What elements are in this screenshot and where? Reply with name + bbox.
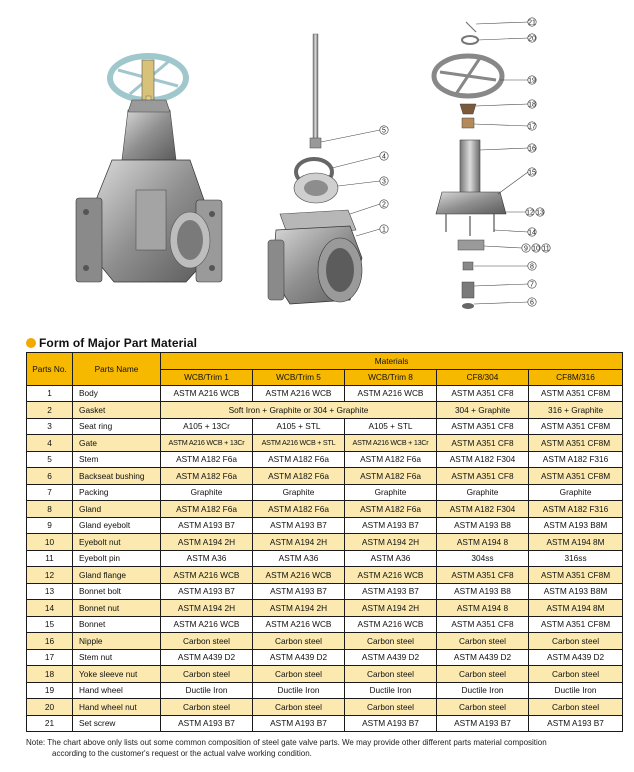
material-cell: Ductile Iron bbox=[437, 682, 529, 699]
table-row bbox=[27, 418, 623, 435]
material-cell: ASTM A193 B7 bbox=[253, 583, 345, 600]
material-cell: ASTM A194 8 bbox=[437, 534, 529, 551]
part-name-cell: Gland eyebolt bbox=[73, 517, 161, 534]
material-cell: Ductile Iron bbox=[253, 682, 345, 699]
material-cell: ASTM A193 B7 bbox=[161, 715, 253, 732]
material-cell: ASTM A439 D2 bbox=[437, 649, 529, 666]
parts-material-table bbox=[26, 352, 623, 732]
table-row bbox=[27, 616, 623, 633]
material-cell: ASTM A36 bbox=[161, 550, 253, 567]
part-number-cell: 6 bbox=[27, 468, 73, 485]
table-row bbox=[27, 534, 623, 551]
material-cell: ASTM A439 D2 bbox=[253, 649, 345, 666]
material-cell: ASTM A193 B7 bbox=[529, 715, 623, 732]
material-cell: ASTM A182 F304 bbox=[437, 501, 529, 518]
material-cell: ASTM A351 CF8M bbox=[529, 418, 623, 435]
table-row bbox=[27, 633, 623, 650]
callout-label: 19 bbox=[528, 77, 536, 85]
part-name-cell: Bonnet bbox=[73, 616, 161, 633]
part-number-cell: 12 bbox=[27, 567, 73, 584]
part-name-cell: Gate bbox=[73, 435, 161, 452]
callout-label: 6 bbox=[530, 299, 534, 307]
part-name-cell: Eyebolt nut bbox=[73, 534, 161, 551]
valve-illustrations bbox=[0, 0, 634, 330]
material-cell: ASTM A182 F6a bbox=[345, 468, 437, 485]
material-cell: A105 + 13Cr bbox=[161, 418, 253, 435]
table-row bbox=[27, 699, 623, 716]
part-number-cell: 7 bbox=[27, 484, 73, 501]
callout-label: 9 bbox=[524, 245, 528, 253]
table-row bbox=[27, 451, 623, 468]
part-name-cell: Gland bbox=[73, 501, 161, 518]
callout-label: 14 bbox=[528, 229, 536, 237]
material-cell: 316ss bbox=[529, 550, 623, 567]
table-row bbox=[27, 567, 623, 584]
material-cell: ASTM A351 CF8M bbox=[529, 468, 623, 485]
part-name-cell: Hand wheel bbox=[73, 682, 161, 699]
part-number-cell: 17 bbox=[27, 649, 73, 666]
material-cell: ASTM A194 8M bbox=[529, 600, 623, 617]
part-number-cell: 11 bbox=[27, 550, 73, 567]
table-row bbox=[27, 501, 623, 518]
note-line-1: Note: The chart above only lists out some common composition of steel gate valve parts. We may provide other different parts material composition bbox=[26, 738, 547, 747]
material-cell: ASTM A194 8 bbox=[437, 600, 529, 617]
material-cell: Carbon steel bbox=[437, 666, 529, 683]
table-row bbox=[27, 484, 623, 501]
material-cell: A105 + STL bbox=[253, 418, 345, 435]
callout-label: 4 bbox=[382, 153, 386, 161]
part-number-cell: 4 bbox=[27, 435, 73, 452]
material-cell: ASTM A216 WCB bbox=[345, 385, 437, 402]
part-name-cell: Stem nut bbox=[73, 649, 161, 666]
part-name-cell: Body bbox=[73, 385, 161, 402]
material-cell: ASTM A36 bbox=[345, 550, 437, 567]
material-cell: ASTM A216 WCB bbox=[345, 616, 437, 633]
material-cell: ASTM A216 WCB + 13Cr bbox=[345, 435, 437, 452]
material-cell: ASTM A216 WCB bbox=[253, 567, 345, 584]
material-cell: ASTM A351 CF8M bbox=[529, 385, 623, 402]
material-cell: Ductile Iron bbox=[529, 682, 623, 699]
material-cell: Soft Iron + Graphite or 304 + Graphite bbox=[161, 402, 437, 419]
material-cell: ASTM A182 F6a bbox=[161, 451, 253, 468]
material-cell: Carbon steel bbox=[345, 666, 437, 683]
callout-label: 2 bbox=[382, 201, 386, 209]
table-row bbox=[27, 600, 623, 617]
material-cell: ASTM A194 2H bbox=[345, 600, 437, 617]
part-number-cell: 18 bbox=[27, 666, 73, 683]
table-row bbox=[27, 715, 623, 732]
material-cell: ASTM A194 2H bbox=[161, 600, 253, 617]
header-material-4: CF8/304 bbox=[437, 369, 529, 385]
material-cell: ASTM A216 WCB + STL bbox=[253, 435, 345, 452]
callout-label: 10 bbox=[532, 245, 540, 253]
section-heading bbox=[26, 335, 197, 351]
material-cell: ASTM A193 B7 bbox=[161, 517, 253, 534]
table-row bbox=[27, 435, 623, 452]
part-number-cell: 5 bbox=[27, 451, 73, 468]
part-name-cell: Set screw bbox=[73, 715, 161, 732]
material-cell: ASTM A216 WCB bbox=[345, 567, 437, 584]
material-cell: ASTM A351 CF8 bbox=[437, 435, 529, 452]
part-name-cell: Packing bbox=[73, 484, 161, 501]
material-cell: 304ss bbox=[437, 550, 529, 567]
material-cell: ASTM A216 WCB bbox=[161, 385, 253, 402]
note-line-2: according to the customer's request or the actual valve working condition. bbox=[52, 748, 312, 758]
header-parts-no: Parts No. bbox=[27, 353, 73, 386]
material-cell: ASTM A193 B7 bbox=[253, 715, 345, 732]
section-title: Form of Major Part Material bbox=[39, 336, 198, 350]
header-material-1: WCB/Trim 1 bbox=[161, 369, 253, 385]
callout-label: 1 bbox=[382, 226, 386, 234]
header-material-3: WCB/Trim 8 bbox=[345, 369, 437, 385]
material-cell: Carbon steel bbox=[253, 699, 345, 716]
callout-label: 13 bbox=[536, 209, 544, 217]
material-cell: ASTM A194 2H bbox=[161, 534, 253, 551]
callout-label: 8 bbox=[530, 263, 534, 271]
table-body bbox=[27, 385, 623, 732]
material-cell: ASTM A194 2H bbox=[345, 534, 437, 551]
material-cell: ASTM A439 D2 bbox=[529, 649, 623, 666]
material-cell: Carbon steel bbox=[529, 666, 623, 683]
callout-label: 17 bbox=[528, 123, 536, 131]
material-cell: ASTM A351 CF8M bbox=[529, 567, 623, 584]
table-row bbox=[27, 682, 623, 699]
callout-label: 18 bbox=[528, 101, 536, 109]
part-name-cell: Gland flange bbox=[73, 567, 161, 584]
material-cell: ASTM A216 WCB + 13Cr bbox=[161, 435, 253, 452]
table-row bbox=[27, 517, 623, 534]
table-row bbox=[27, 550, 623, 567]
material-cell: Carbon steel bbox=[529, 699, 623, 716]
part-name-cell: Eyebolt pin bbox=[73, 550, 161, 567]
part-number-cell: 8 bbox=[27, 501, 73, 518]
material-cell: A105 + STL bbox=[345, 418, 437, 435]
header-material-5: CF8M/316 bbox=[529, 369, 623, 385]
material-cell: ASTM A216 WCB bbox=[253, 616, 345, 633]
material-cell: Carbon steel bbox=[529, 633, 623, 650]
material-cell: ASTM A351 CF8 bbox=[437, 616, 529, 633]
material-cell: ASTM A182 F6a bbox=[161, 468, 253, 485]
bullet-dot-icon bbox=[26, 338, 36, 348]
part-name-cell: Nipple bbox=[73, 633, 161, 650]
material-cell: Carbon steel bbox=[345, 699, 437, 716]
header-materials: Materials bbox=[161, 353, 623, 370]
part-name-cell: Yoke sleeve nut bbox=[73, 666, 161, 683]
part-number-cell: 21 bbox=[27, 715, 73, 732]
part-number-cell: 14 bbox=[27, 600, 73, 617]
material-cell: ASTM A182 F304 bbox=[437, 451, 529, 468]
material-cell: 304 + Graphite bbox=[437, 402, 529, 419]
material-cell: ASTM A351 CF8M bbox=[529, 616, 623, 633]
material-cell: ASTM A351 CF8 bbox=[437, 567, 529, 584]
cutaway-valve-drawing bbox=[76, 56, 222, 282]
part-name-cell: Seat ring bbox=[73, 418, 161, 435]
material-cell: Graphite bbox=[253, 484, 345, 501]
material-cell: ASTM A193 B8M bbox=[529, 517, 623, 534]
part-number-cell: 1 bbox=[27, 385, 73, 402]
material-cell: Carbon steel bbox=[437, 699, 529, 716]
material-cell: ASTM A439 D2 bbox=[161, 649, 253, 666]
callout-label: 11 bbox=[542, 245, 550, 253]
material-cell: ASTM A36 bbox=[253, 550, 345, 567]
material-cell: ASTM A193 B8 bbox=[437, 517, 529, 534]
material-cell: ASTM A193 B8 bbox=[437, 583, 529, 600]
material-cell: ASTM A182 F6a bbox=[345, 451, 437, 468]
material-cell: ASTM A182 F6a bbox=[345, 501, 437, 518]
material-cell: ASTM A216 WCB bbox=[253, 385, 345, 402]
material-cell: ASTM A216 WCB bbox=[161, 567, 253, 584]
callout-label: 20 bbox=[528, 35, 536, 43]
material-cell: ASTM A193 B7 bbox=[345, 517, 437, 534]
material-cell: ASTM A193 B7 bbox=[161, 583, 253, 600]
material-cell: ASTM A194 2H bbox=[253, 600, 345, 617]
part-name-cell: Hand wheel nut bbox=[73, 699, 161, 716]
material-cell: ASTM A182 F316 bbox=[529, 451, 623, 468]
material-cell: ASTM A182 F6a bbox=[253, 451, 345, 468]
header-material-2: WCB/Trim 5 bbox=[253, 369, 345, 385]
material-cell: ASTM A351 CF8 bbox=[437, 468, 529, 485]
material-cell: ASTM A194 8M bbox=[529, 534, 623, 551]
table-row bbox=[27, 583, 623, 600]
part-number-cell: 3 bbox=[27, 418, 73, 435]
material-cell: Graphite bbox=[529, 484, 623, 501]
part-number-cell: 19 bbox=[27, 682, 73, 699]
callout-label: 5 bbox=[382, 127, 386, 135]
material-cell: Graphite bbox=[161, 484, 253, 501]
material-cell: Carbon steel bbox=[345, 633, 437, 650]
callout-label: 16 bbox=[528, 145, 536, 153]
callout-label: 3 bbox=[382, 178, 386, 186]
material-cell: ASTM A193 B7 bbox=[253, 517, 345, 534]
material-cell: ASTM A351 CF8 bbox=[437, 385, 529, 402]
material-cell: ASTM A193 B7 bbox=[345, 715, 437, 732]
material-cell: Carbon steel bbox=[437, 633, 529, 650]
part-number-cell: 20 bbox=[27, 699, 73, 716]
material-cell: ASTM A182 F6a bbox=[253, 501, 345, 518]
material-cell: ASTM A194 2H bbox=[253, 534, 345, 551]
stem-gate-body-drawing bbox=[268, 34, 362, 304]
material-cell: Carbon steel bbox=[161, 633, 253, 650]
part-name-cell: Bonnet bolt bbox=[73, 583, 161, 600]
material-cell: ASTM A182 F6a bbox=[253, 468, 345, 485]
part-name-cell: Bonnet nut bbox=[73, 600, 161, 617]
material-cell: Graphite bbox=[345, 484, 437, 501]
callout-label: 12 bbox=[526, 209, 534, 217]
table-row bbox=[27, 649, 623, 666]
part-number-cell: 2 bbox=[27, 402, 73, 419]
material-cell: ASTM A351 CF8 bbox=[437, 418, 529, 435]
part-number-cell: 9 bbox=[27, 517, 73, 534]
material-cell: Carbon steel bbox=[253, 666, 345, 683]
material-cell: ASTM A182 F6a bbox=[161, 501, 253, 518]
callout-label: 7 bbox=[530, 281, 534, 289]
part-number-cell: 16 bbox=[27, 633, 73, 650]
material-cell: Graphite bbox=[437, 484, 529, 501]
material-cell: Carbon steel bbox=[253, 633, 345, 650]
material-cell: ASTM A351 CF8M bbox=[529, 435, 623, 452]
table-row bbox=[27, 402, 623, 419]
part-number-cell: 15 bbox=[27, 616, 73, 633]
material-cell: 316 + Graphite bbox=[529, 402, 623, 419]
material-cell: ASTM A182 F316 bbox=[529, 501, 623, 518]
material-cell: Ductile Iron bbox=[345, 682, 437, 699]
material-cell: ASTM A439 D2 bbox=[345, 649, 437, 666]
part-name-cell: Stem bbox=[73, 451, 161, 468]
material-cell: Carbon steel bbox=[161, 699, 253, 716]
material-cell: ASTM A193 B7 bbox=[437, 715, 529, 732]
material-cell: ASTM A216 WCB bbox=[161, 616, 253, 633]
material-cell: Carbon steel bbox=[161, 666, 253, 683]
material-cell: ASTM A193 B7 bbox=[345, 583, 437, 600]
part-name-cell: Gasket bbox=[73, 402, 161, 419]
material-cell: Ductile Iron bbox=[161, 682, 253, 699]
table-row bbox=[27, 385, 623, 402]
part-number-cell: 13 bbox=[27, 583, 73, 600]
footnote bbox=[26, 738, 626, 759]
header-parts-name: Parts Name bbox=[73, 353, 161, 386]
material-cell: ASTM A193 B8M bbox=[529, 583, 623, 600]
callout-label: 15 bbox=[528, 169, 536, 177]
table-row bbox=[27, 468, 623, 485]
callout-label: 21 bbox=[528, 19, 536, 27]
part-name-cell: Backseat bushing bbox=[73, 468, 161, 485]
part-number-cell: 10 bbox=[27, 534, 73, 551]
table-row bbox=[27, 666, 623, 683]
